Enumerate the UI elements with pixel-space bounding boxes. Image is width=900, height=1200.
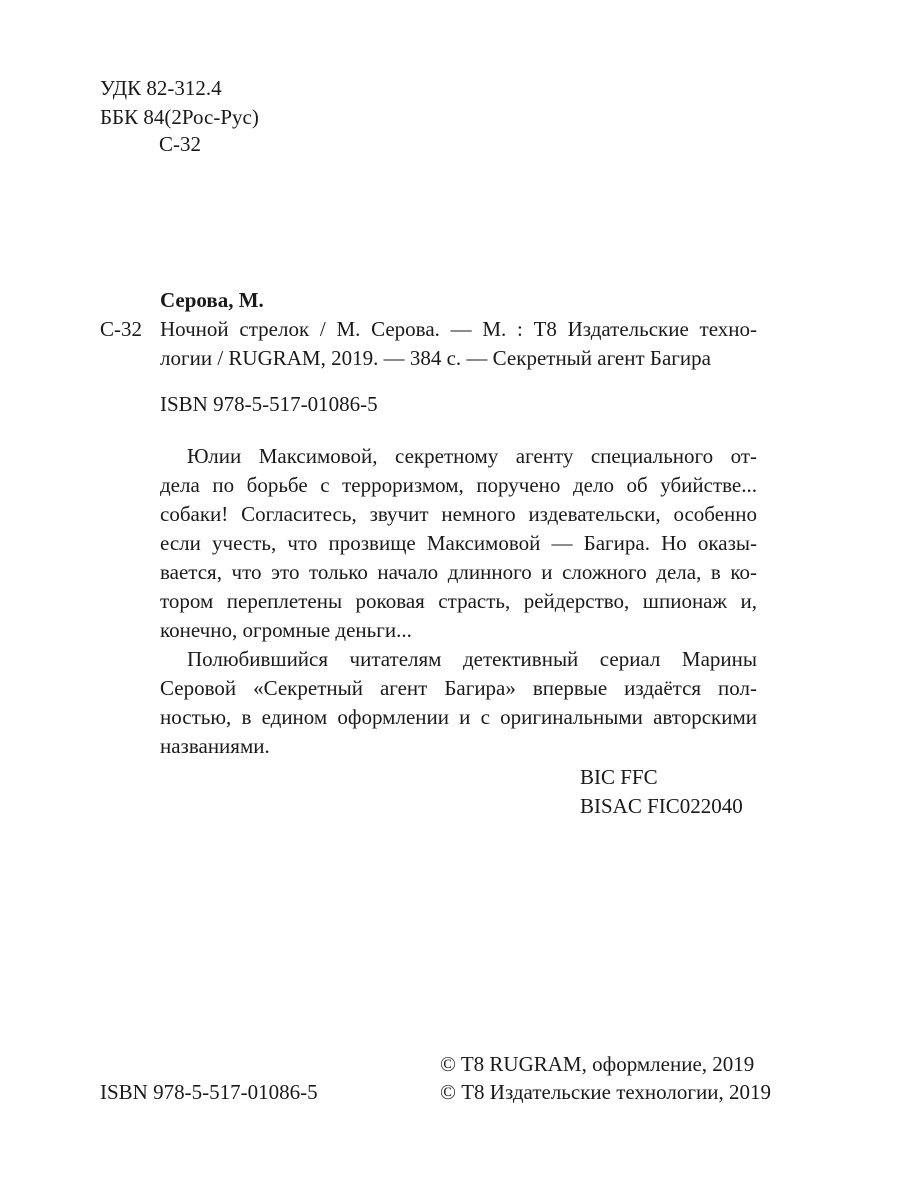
annotation-line: если учесть, что прозвище Максимовой — Багира. Но оказы-: [160, 531, 757, 555]
bib-line: логии / RUGRAM, 2019. — 384 с. — Секретный агент Багира: [160, 346, 711, 370]
annotation-line: собаки! Согласитесь, звучит немного издевательски, особенно: [160, 502, 757, 526]
copyright-design: © T8 RUGRAM, оформление, 2019: [440, 1052, 755, 1076]
annotation-line: Полюбившийся читателям детективный сериал Марины: [187, 647, 757, 671]
annotation-paragraph-2: [160, 645, 757, 761]
entry-mark: С-32: [100, 317, 142, 341]
author-name: Серова, М.: [160, 288, 264, 312]
annotation-line: Серовой «Секретный агент Багира» впервые издаётся пол-: [160, 676, 757, 700]
bib-line: Ночной стрелок / М. Серова. — М. : Т8 Издательские техно-: [160, 317, 757, 341]
bibliographic-description: [160, 315, 757, 373]
bbk-code: ББК 84(2Рос-Рус): [100, 105, 259, 129]
annotation-line: дела по борьбе с терроризмом, поручено дело об убийстве...: [160, 473, 757, 497]
author-mark: С-32: [159, 132, 201, 156]
annotation-line: вается, что это только начало длинного и сложного дела, в ко-: [160, 560, 757, 584]
bisac-code: BISAC FIC022040: [580, 794, 743, 818]
annotation-line: конечно, огромные деньги...: [160, 618, 412, 642]
bic-code: BIC FFC: [580, 765, 658, 789]
annotation-line: тором переплетены роковая страсть, рейдерство, шпионаж и,: [160, 589, 757, 613]
entry-isbn: ISBN 978-5-517-01086-5: [160, 392, 378, 416]
copyright-publisher: © Т8 Издательские технологии, 2019: [440, 1080, 771, 1104]
footer-isbn: ISBN 978-5-517-01086-5: [100, 1080, 318, 1104]
annotation-line: ностью, в едином оформлении и с оригинальными авторскими: [160, 705, 757, 729]
annotation-line: названиями.: [160, 734, 270, 758]
annotation-paragraph-1: [160, 442, 757, 645]
udk-code: УДК 82-312.4: [100, 76, 222, 100]
annotation-line: Юлии Максимовой, секретному агенту специального от-: [187, 444, 757, 468]
